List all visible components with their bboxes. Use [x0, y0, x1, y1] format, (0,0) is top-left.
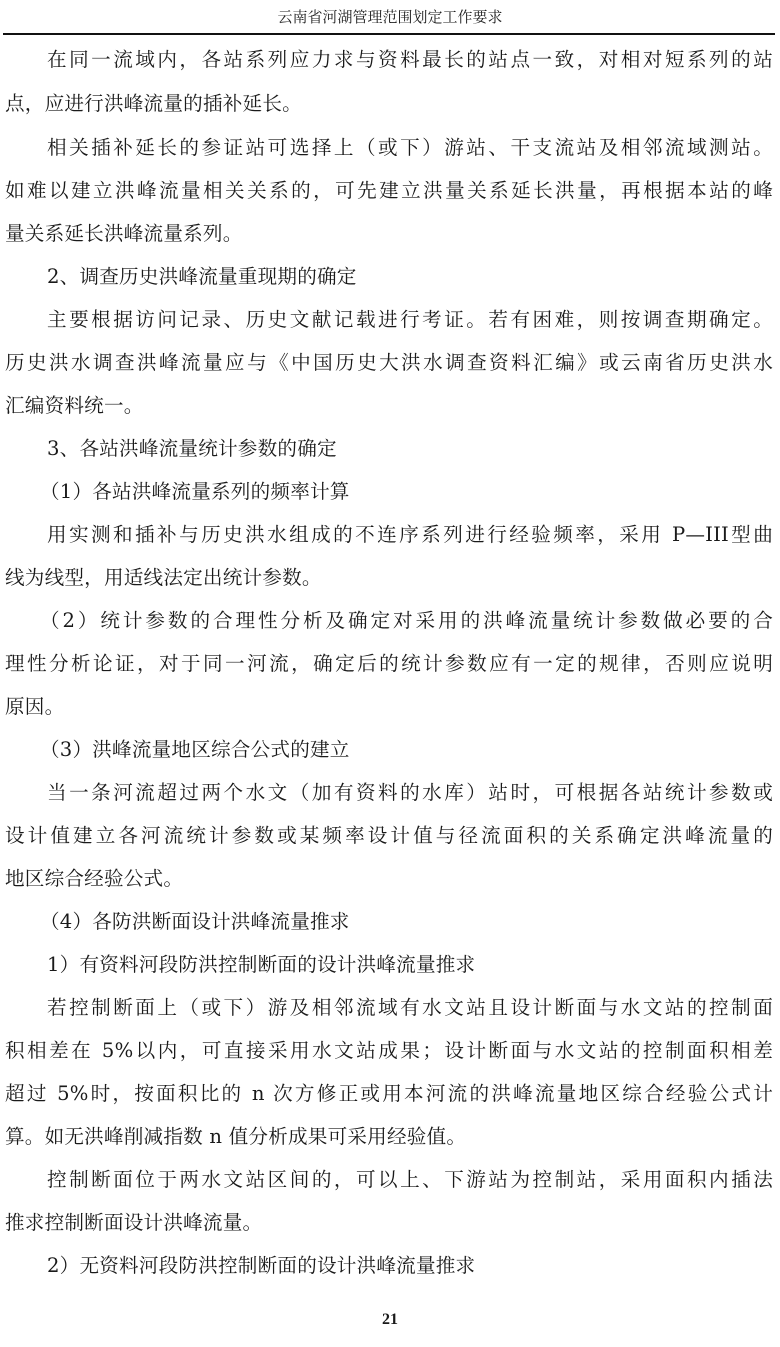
paragraph-line: 如难以建立洪峰流量相关关系的，可先建立洪量关系延长洪量，再根据本站的峰 — [5, 179, 773, 202]
paragraph-line: 算。如无洪峰削减指数 n 值分析成果可采用经验值。 — [5, 1125, 467, 1148]
paragraph-line: 地区综合经验公式。 — [5, 867, 184, 890]
paragraph-line: 主要根据访问记录、历史文献记载进行考证。若有困难，则按调查期确定。 — [47, 308, 773, 331]
paragraph-line: 原因。 — [5, 695, 65, 718]
header-divider — [3, 33, 775, 35]
paragraph-line: 相关插补延长的参证站可选择上（或下）游站、干支流站及相邻流域测站。 — [47, 136, 773, 159]
paragraph-line: 量关系延长洪峰流量系列。 — [5, 222, 243, 245]
paragraph-line: 在同一流域内，各站系列应力求与资料最长的站点一致，对相对短系列的站 — [47, 48, 773, 71]
page-number: 21 — [382, 1311, 398, 1328]
paragraph-line: 控制断面位于两水文站区间的，可以上、下游站为控制站，采用面积内插法 — [47, 1168, 773, 1191]
paragraph-line: 积相差在 5%以内，可直接采用水文站成果；设计断面与水文站的控制面积相差 — [5, 1039, 773, 1062]
section-heading: 3、各站洪峰流量统计参数的确定 — [47, 437, 337, 460]
paragraph-line: 线为线型，用适线法定出统计参数。 — [5, 566, 322, 589]
subsection-heading: 1）有资料河段防洪控制断面的设计洪峰流量推求 — [47, 953, 476, 976]
paragraph-line: 汇编资料统一。 — [5, 394, 144, 417]
subsection-heading: （4）各防洪断面设计洪峰流量推求 — [40, 910, 350, 933]
subsection-heading: （1）各站洪峰流量系列的频率计算 — [40, 480, 350, 503]
paragraph-line: 超过 5%时，按面积比的 n 次方修正或用本河流的洪峰流量地区综合经验公式计 — [5, 1082, 773, 1105]
paragraph-line: 历史洪水调查洪峰流量应与《中国历史大洪水调查资料汇编》或云南省历史洪水 — [5, 351, 773, 374]
running-header-title: 云南省河湖管理范围划定工作要求 — [277, 8, 503, 26]
paragraph-line: 当一条河流超过两个水文（加有资料的水库）站时，可根据各站统计参数或 — [47, 781, 773, 804]
subsection-heading: （3）洪峰流量地区综合公式的建立 — [40, 738, 350, 761]
paragraph-line: 设计值建立各河流统计参数或某频率设计值与径流面积的关系确定洪峰流量的 — [5, 824, 773, 847]
section-heading: 2、调查历史洪峰流量重现期的确定 — [47, 265, 357, 288]
paragraph-line: 点，应进行洪峰流量的插补延长。 — [5, 92, 302, 115]
paragraph-line: 推求控制断面设计洪峰流量。 — [5, 1211, 263, 1234]
paragraph-line: （2）统计参数的合理性分析及确定对采用的洪峰流量统计参数做必要的合 — [40, 609, 773, 632]
subsection-heading: 2）无资料河段防洪控制断面的设计洪峰流量推求 — [47, 1254, 476, 1277]
paragraph-line: 理性分析论证，对于同一河流，确定后的统计参数应有一定的规律，否则应说明 — [5, 652, 773, 675]
paragraph-line: 用实测和插补与历史洪水组成的不连序系列进行经验频率，采用 P—III型曲 — [47, 523, 773, 546]
paragraph-line: 若控制断面上（或下）游及相邻流域有水文站且设计断面与水文站的控制面 — [47, 996, 773, 1019]
